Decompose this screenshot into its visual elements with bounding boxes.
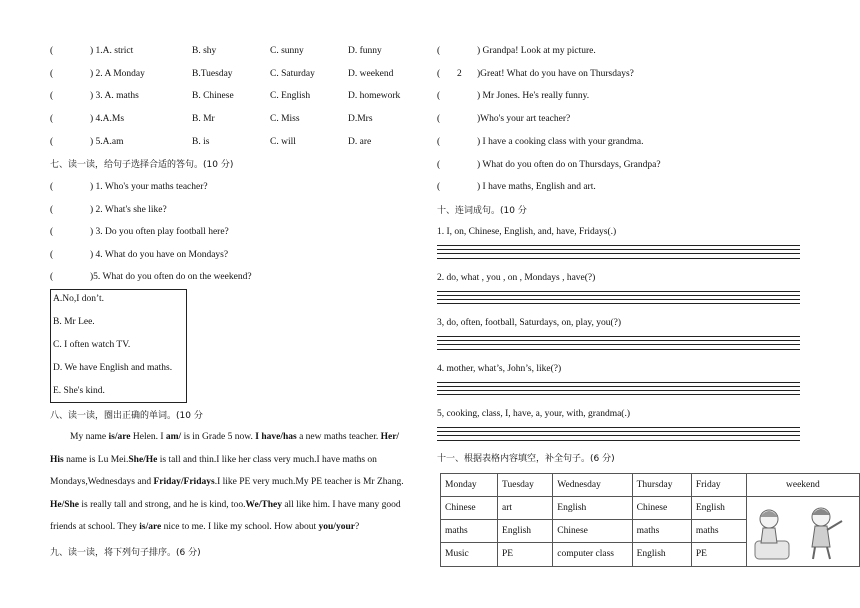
answer-d: D. We have English and maths. bbox=[53, 363, 173, 373]
mc-option: ) 5.A.am bbox=[90, 136, 124, 147]
mc-option: D. are bbox=[348, 136, 372, 147]
mc-question bbox=[50, 89, 430, 103]
choice-word[interactable]: Friday/Fridays bbox=[153, 477, 215, 487]
mc-option: ) 2. A Monday bbox=[90, 68, 145, 79]
choice-word[interactable]: She/He bbox=[128, 454, 158, 465]
table-cell: English bbox=[632, 543, 691, 566]
table-cell: art bbox=[498, 496, 553, 519]
section-8-title: 八、读一读，圈出正确的单词。(10 分 bbox=[50, 411, 203, 421]
answer-e: E. She's kind. bbox=[53, 386, 105, 396]
mc-option: ) 1.A. strict bbox=[90, 46, 134, 56]
answer-box bbox=[50, 289, 187, 403]
answer-blank[interactable]: ( bbox=[50, 204, 54, 215]
writing-lines[interactable] bbox=[437, 382, 800, 399]
mc-option: D. homework bbox=[348, 91, 401, 102]
scrambled-words: 2. do, what , you , on , Mondays , have(?) bbox=[437, 272, 596, 283]
reading-passage: My name is/are Helen. I am/ is in Grade 5 now. I have/has a new maths teacher. Her/ His name is Lu Mei.She/He is tall and thin.I like her class very much.I have maths on Mondays,Wednesdays and Friday/Fridays.I like PE very much.My PE teacher is Mr Zhang. He/She is really tall and strong, and he is kind, too.We/They all like him. I have many good friends at school. They is/are nice to me. I like my school. How about you/your? bbox=[50, 432, 404, 532]
table-cell: English bbox=[498, 519, 553, 542]
answer-blank[interactable]: ( bbox=[50, 91, 54, 102]
answer-c: C. I often watch TV. bbox=[53, 340, 131, 350]
sentence-text: )Great! What do you have on Thursdays? bbox=[477, 68, 634, 79]
choice-word[interactable]: We/They bbox=[245, 499, 282, 510]
sentence-text: ) I have a cooking class with your grandma. bbox=[477, 136, 644, 147]
answer-blank[interactable]: ( bbox=[50, 249, 54, 260]
scrambled-words: 1. I, on, Chinese, English, and, have, Fridays(.) bbox=[437, 227, 617, 237]
table-cell: computer class bbox=[553, 543, 632, 566]
section-10-title: 十、连词成句。(10 分 bbox=[437, 206, 527, 216]
answer-a: A.No,I don’t. bbox=[53, 294, 105, 304]
choice-word[interactable]: His bbox=[50, 454, 64, 465]
table-cell: English bbox=[691, 496, 746, 519]
answer-blank[interactable]: ( bbox=[437, 136, 441, 147]
answer-blank[interactable]: ( bbox=[50, 68, 54, 79]
table-cell: maths bbox=[632, 519, 691, 542]
mc-option: ) 4.A.Ms bbox=[90, 114, 125, 125]
mc-option: B. Mr bbox=[192, 114, 215, 125]
scrambled-words: 4. mother, what’s, John’s, like(?) bbox=[437, 363, 562, 374]
question-text: )5. What do you often do on the weekend? bbox=[90, 272, 252, 283]
question-text: ) 2. What's she like? bbox=[90, 204, 167, 215]
sentence-text: )Who's your art teacher? bbox=[477, 114, 571, 125]
choice-word[interactable]: Her/ bbox=[380, 432, 400, 442]
choice-word[interactable]: He/She bbox=[50, 499, 80, 510]
mc-option: D.Mrs bbox=[348, 114, 373, 125]
mc-question bbox=[50, 67, 430, 81]
mc-option: B.Tuesday bbox=[192, 68, 233, 79]
table-cell: Chinese bbox=[441, 496, 498, 519]
writing-lines[interactable] bbox=[437, 427, 800, 444]
table-cell: Music bbox=[441, 543, 498, 566]
choice-word[interactable]: am/ bbox=[165, 432, 182, 442]
table-cell: PE bbox=[691, 543, 746, 566]
answer-blank[interactable]: ( bbox=[50, 136, 54, 147]
mc-question bbox=[50, 44, 430, 58]
timetable bbox=[440, 473, 860, 567]
mc-option: D. weekend bbox=[348, 68, 394, 79]
question-text: ) 3. Do you often play football here? bbox=[90, 227, 229, 238]
mc-option: C. will bbox=[270, 136, 296, 147]
choice-word[interactable]: I have/has bbox=[255, 432, 297, 442]
table-cell: Chinese bbox=[632, 496, 691, 519]
answer-blank[interactable]: ( bbox=[437, 159, 441, 170]
question-text: ) 1. Who's your maths teacher? bbox=[90, 182, 208, 192]
table-cell: maths bbox=[691, 519, 746, 542]
scrambled-words: 3, do, often, football, Saturdays, on, play, you(?) bbox=[437, 318, 622, 328]
answer-blank[interactable]: ( bbox=[50, 272, 54, 283]
table-cell: PE bbox=[498, 543, 553, 566]
section-9-title: 九、读一读，将下列句子排序。(6 分) bbox=[50, 548, 201, 558]
mc-option: B. Chinese bbox=[192, 91, 234, 102]
table-cell: maths bbox=[441, 519, 498, 542]
answer-blank[interactable]: ( bbox=[50, 182, 54, 192]
answer-blank[interactable]: ( bbox=[50, 227, 54, 238]
kids-illustration bbox=[746, 496, 859, 566]
mc-option: B. is bbox=[192, 136, 210, 147]
question-text: ) 4. What do you have on Mondays? bbox=[90, 249, 229, 260]
table-header: Wednesday bbox=[553, 474, 632, 497]
sentence-text: ) Grandpa! Look at my picture. bbox=[477, 46, 596, 56]
mc-question bbox=[50, 112, 430, 126]
mc-option: C. sunny bbox=[270, 46, 304, 56]
answer-b: B. Mr Lee. bbox=[53, 317, 95, 327]
answer-blank[interactable]: ( bbox=[437, 68, 441, 79]
writing-lines[interactable] bbox=[437, 245, 800, 262]
scrambled-words: 5, cooking, class, I, have, a, your, with, grandma(.) bbox=[437, 409, 630, 419]
table-header: Monday bbox=[441, 474, 498, 497]
table-header: Tuesday bbox=[498, 474, 553, 497]
answer-blank[interactable]: ( bbox=[437, 114, 441, 125]
answer-blank[interactable]: ( bbox=[437, 91, 441, 102]
table-header: Thursday bbox=[632, 474, 691, 497]
choice-word[interactable]: is/are bbox=[139, 522, 162, 532]
mc-option: C. Miss bbox=[270, 114, 300, 125]
choice-word[interactable]: you/your bbox=[318, 522, 355, 532]
table-cell: English bbox=[553, 496, 632, 519]
answer-blank[interactable]: ( bbox=[437, 46, 441, 56]
sentence-text: ) What do you often do on Thursdays, Grandpa? bbox=[477, 159, 661, 170]
children-picture-icon bbox=[747, 497, 852, 563]
mc-option: D. funny bbox=[348, 46, 382, 56]
table-header: Friday bbox=[691, 474, 746, 497]
filled-number: 2 bbox=[457, 68, 462, 79]
mc-question bbox=[50, 135, 430, 149]
mc-option: C. English bbox=[270, 91, 311, 102]
sentence-text: ) I have maths, English and art. bbox=[477, 182, 596, 193]
table-cell: Chinese bbox=[553, 519, 632, 542]
answer-blank[interactable]: ( bbox=[50, 46, 54, 56]
writing-lines[interactable] bbox=[437, 336, 800, 353]
mc-option: C. Saturday bbox=[270, 68, 315, 79]
choice-word[interactable]: is/are bbox=[108, 432, 131, 442]
answer-blank[interactable]: ( bbox=[437, 182, 441, 193]
mc-option: B. shy bbox=[192, 46, 217, 56]
writing-lines[interactable] bbox=[437, 291, 800, 308]
mc-option: ) 3. A. maths bbox=[90, 91, 139, 102]
sentence-text: ) Mr Jones. He's really funny. bbox=[477, 91, 590, 102]
answer-blank[interactable]: ( bbox=[50, 114, 54, 125]
section-11-title: 十一、根据表格内容填空，补全句子。(6 分) bbox=[437, 454, 615, 464]
section-7-title: 七、读一读，给句子选择合适的答句。(10 分) bbox=[50, 160, 234, 170]
table-header: weekend bbox=[746, 474, 859, 497]
